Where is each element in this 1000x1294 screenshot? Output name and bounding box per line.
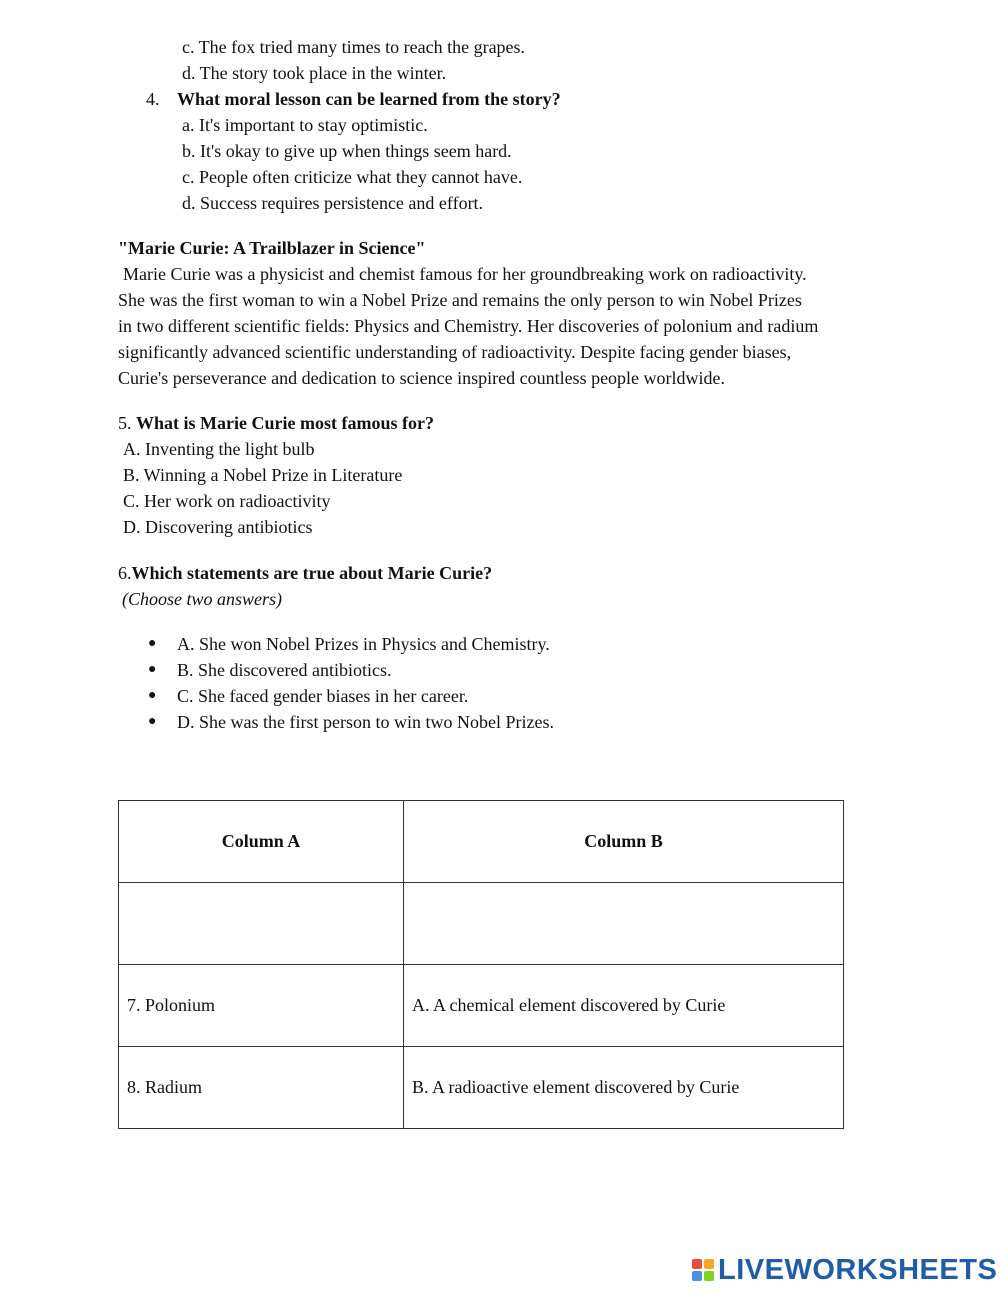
table-header-row	[119, 801, 844, 883]
q6-option-b[interactable]: B. She discovered antibiotics.	[177, 660, 392, 680]
matching-table	[118, 800, 844, 1129]
table-cell[interactable]: 7. Polonium	[119, 965, 404, 1047]
bullet-icon: ●	[148, 636, 157, 651]
table-row	[119, 1047, 844, 1129]
passage-line: significantly advanced scientific understanding of radioactivity. Despite facing gender biases,	[118, 342, 792, 362]
logo-text: LIVEWORKSHEETS	[718, 1253, 998, 1286]
passage-line: in two different scientific fields: Physics and Chemistry. Her discoveries of polonium and radium	[118, 316, 819, 336]
table-row	[119, 883, 844, 965]
q6-number: 6.	[118, 563, 132, 583]
q6-heading	[118, 560, 492, 586]
table-cell[interactable]: A. A chemical element discovered by Curie	[404, 965, 844, 1047]
table-cell	[119, 883, 404, 965]
q6-option-c[interactable]: C. She faced gender biases in her career.	[177, 686, 469, 706]
q5-number: 5.	[118, 413, 136, 433]
logo-icon	[692, 1259, 714, 1281]
q5-option-a[interactable]: A. Inventing the light bulb	[123, 439, 315, 459]
q5-heading	[118, 410, 434, 436]
q4-option-c[interactable]: c. People often criticize what they cannot have.	[182, 167, 523, 187]
q6-instruction: (Choose two answers)	[122, 589, 283, 609]
q6-question: Which statements are true about Marie Curie?	[131, 563, 493, 583]
column-a-header: Column A	[119, 801, 404, 883]
q6-option-a[interactable]: A. She won Nobel Prizes in Physics and Chemistry.	[177, 634, 550, 654]
table-cell	[404, 883, 844, 965]
q5-question: What is Marie Curie most famous for?	[136, 413, 434, 433]
q4-option-a[interactable]: a. It's important to stay optimistic.	[182, 115, 428, 135]
q3-option-c: c. The fox tried many times to reach the grapes.	[182, 37, 526, 57]
q4-question: What moral lesson can be learned from the story?	[177, 89, 561, 109]
q5-option-c[interactable]: C. Her work on radioactivity	[123, 491, 331, 511]
q5-option-d[interactable]: D. Discovering antibiotics	[123, 517, 313, 537]
q5-option-b[interactable]: B. Winning a Nobel Prize in Literature	[123, 465, 403, 485]
table-cell[interactable]: B. A radioactive element discovered by Curie	[404, 1047, 844, 1129]
passage-title: "Marie Curie: A Trailblazer in Science"	[118, 238, 426, 258]
q4-option-d[interactable]: d. Success requires persistence and effort.	[182, 193, 484, 213]
passage-line: Marie Curie was a physicist and chemist famous for her groundbreaking work on radioactivity.	[123, 264, 807, 284]
table-row	[119, 965, 844, 1047]
q6-option-d[interactable]: D. She was the first person to win two Nobel Prizes.	[177, 712, 554, 732]
passage-line: Curie's perseverance and dedication to science inspired countless people worldwide.	[118, 368, 726, 388]
q3-option-d: d. The story took place in the winter.	[182, 63, 447, 83]
q4-number: 4.	[146, 89, 160, 109]
column-b-header: Column B	[404, 801, 844, 883]
bullet-icon: ●	[148, 714, 157, 729]
table-cell[interactable]: 8. Radium	[119, 1047, 404, 1129]
bullet-icon: ●	[148, 662, 157, 677]
liveworksheets-logo	[692, 1254, 997, 1286]
passage-line: She was the first woman to win a Nobel Prize and remains the only person to win Nobel Prizes	[118, 290, 802, 310]
bullet-icon: ●	[148, 688, 157, 703]
q4-option-b[interactable]: b. It's okay to give up when things seem hard.	[182, 141, 512, 161]
